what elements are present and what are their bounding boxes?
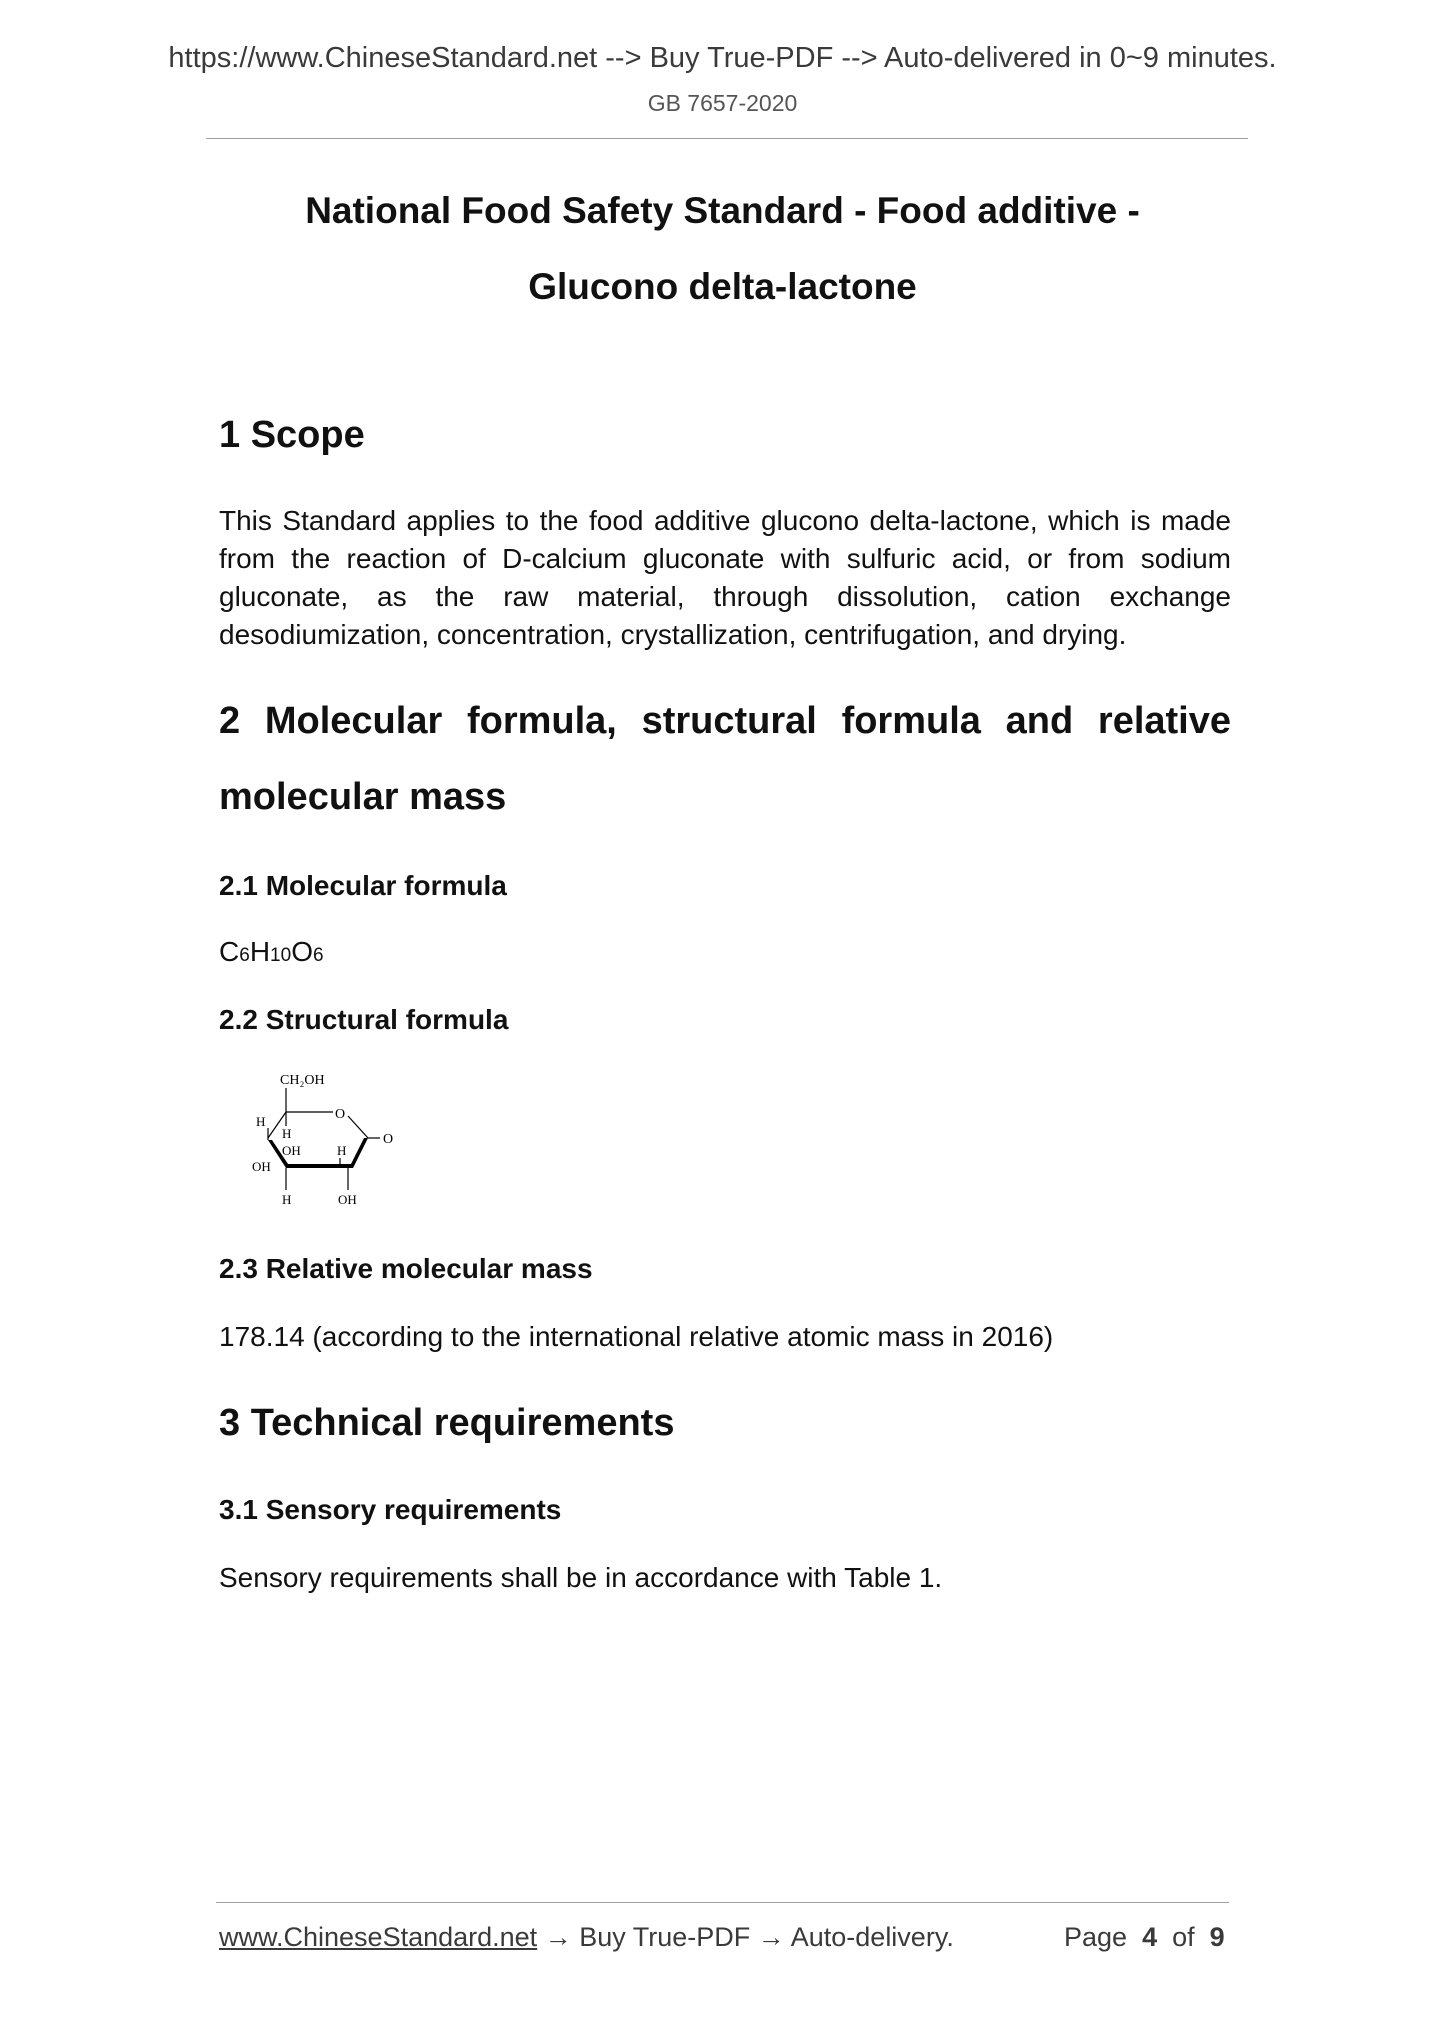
label-oh1: OH <box>282 1143 301 1158</box>
footer-link-area <box>219 1922 954 1953</box>
section-2-heading-line1: 2 Molecular formula, structural formula and relative <box>219 700 1231 742</box>
section-1-heading: 1 Scope <box>219 414 365 456</box>
document-title-line1: National Food Safety Standard - Food additive - <box>305 190 1140 231</box>
footer-tail-text: → Buy True-PDF → Auto-delivery. <box>537 1922 954 1952</box>
sensory-requirements-text: Sensory requirements shall be in accordance with Table 1. <box>219 1562 943 1593</box>
header-url-line: https://www.ChineseStandard.net --> Buy True-PDF --> Auto-delivered in 0~9 minutes. <box>168 42 1277 74</box>
scope-line-2: from the reaction of D-calcium gluconate with sulfuric acid, or from sodium <box>219 543 1231 574</box>
scope-line-3: gluconate, as the raw material, through dissolution, cation exchange <box>219 581 1231 612</box>
label-h4: H <box>282 1192 292 1207</box>
label-carbonyl-o: O <box>383 1132 394 1147</box>
scope-line-4: desodiumization, concentration, crystallization, centrifugation, and drying. <box>219 619 1127 650</box>
label-ring-o: O <box>335 1107 346 1122</box>
footer-website-link[interactable]: www.ChineseStandard.net <box>219 1922 538 1952</box>
molecular-formula: C6H10O6 <box>219 936 324 967</box>
subsection-2-2-heading: 2.2 Structural formula <box>219 1004 509 1035</box>
footer-divider <box>216 1902 1229 1903</box>
header-divider <box>206 138 1248 139</box>
header-standard-code: GB 7657-2020 <box>647 90 798 116</box>
subsection-3-1-heading: 3.1 Sensory requirements <box>219 1494 562 1525</box>
section-3-heading: 3 Technical requirements <box>219 1402 675 1444</box>
relative-molecular-mass-text: 178.14 (according to the international relative atomic mass in 2016) <box>219 1321 1054 1352</box>
label-h1: H <box>256 1114 266 1129</box>
label-ch2oh: CH₂OH <box>280 1073 325 1088</box>
label-oh3: OH <box>338 1192 357 1207</box>
label-oh2: OH <box>252 1159 271 1174</box>
subsection-2-3-heading: 2.3 Relative molecular mass <box>219 1253 593 1284</box>
label-h3: H <box>337 1143 347 1158</box>
section-2-heading-line2: molecular mass <box>219 776 507 818</box>
document-title-line2: Glucono delta-lactone <box>528 266 917 307</box>
scope-line-1: This Standard applies to the food additive glucono delta-lactone, which is made <box>219 505 1231 536</box>
subsection-2-1-heading: 2.1 Molecular formula <box>219 870 507 901</box>
label-h2: H <box>282 1126 292 1141</box>
structural-formula-diagram <box>240 1068 440 1223</box>
page-indicator: Page 4 of 9 <box>1064 1922 1225 1952</box>
